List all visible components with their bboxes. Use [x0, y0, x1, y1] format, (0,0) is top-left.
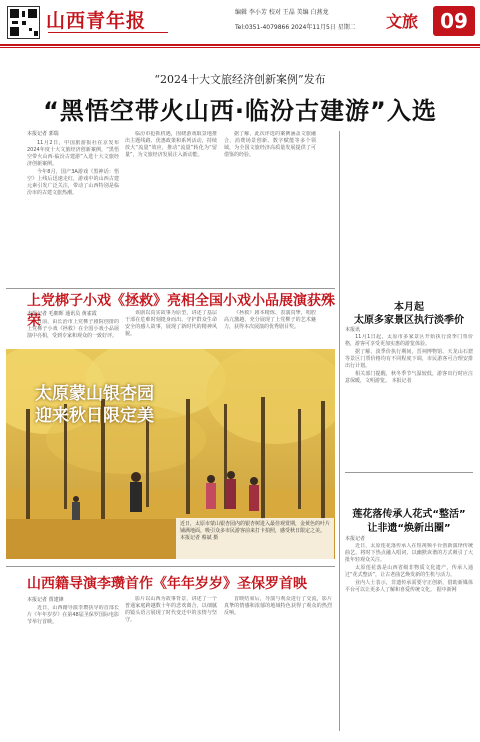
side-separator	[345, 472, 473, 473]
page-header	[0, 0, 480, 46]
photo-title-line-2: 迎来秋日限定美	[35, 406, 154, 426]
masthead-underline	[48, 32, 168, 33]
side1-headline-2: 太原多家景区执行淡季价	[354, 315, 464, 326]
lead-paragraph: 据了解，此次评选的案例涵盖文旅融合、消费场景创新、数字赋能等多个领域，为全国文旅经济高质量发展提供了可借鉴的经验。	[224, 131, 316, 158]
lead-kicker: “2024十大文旅经济创新案例”发布	[154, 73, 326, 86]
lead-byline: 本报记者 郭瑞	[27, 131, 59, 137]
story2-col-3	[224, 310, 316, 347]
side2-headline-1: 莲花落传承人花式“整活”	[352, 509, 466, 520]
masthead-logo: 山西青年报	[46, 10, 147, 32]
story3-byline: 本报记者 贾建锋	[27, 597, 64, 603]
side1-headline-1: 本月起	[394, 302, 424, 313]
side1-paragraph: 11月1日起，太原市多家景区开始执行淡季门票价格，游客可享受更加实惠的游览体验。	[345, 334, 473, 347]
lead-paragraph: 11月2日，中国旅游报社在京发布2024年度十大文旅经济创新案例，“黑悟空带火山西·临汾古建游”入选十大文旅经济创新案例。	[27, 140, 119, 167]
story3-paragraph: 近日，山西籍导演李瓒执导的首部长片《年年岁岁》在第48届圣保罗国际电影节举行首映。	[27, 605, 119, 625]
story2-headline: 上党梆子小戏《拯救》亮相全国小戏小品展演获殊荣	[27, 293, 335, 329]
side1-paragraph: 据了解，淡季价执行期间，晋祠博物馆、天龙山石窟等景区门票价格均有不同程度下调，市民游客可合理安排出行计划。	[345, 349, 473, 369]
story3-headline: 山西籍导演李瓒首作《年年岁岁》圣保罗首映	[27, 576, 307, 592]
issue-date: Tel:0351-4079866 2024年11月5日 星期二	[235, 24, 356, 31]
story2-paragraph: 该剧以真实故事为原型，讲述了基层干部在危难时刻挺身而出、守护群众生命安全的感人故事，展现了新时代的精神风貌。	[125, 310, 217, 337]
qr-code-icon	[7, 6, 40, 39]
lead-col-2	[125, 131, 217, 282]
lead-paragraph: 今年8月，国产3A游戏《黑神话：悟空》上线后迅速走红，游戏中的山西古建元素引发广泛关注，带动了山西特别是临汾市的古建文旅热潮。	[27, 169, 119, 196]
section-rule	[6, 288, 335, 289]
side2-paragraph: 近日，太原莲花落传承人在短视频平台创新演绎传统曲艺，将时下热点融入唱词，以幽默诙谐的方式吸引了大批年轻观众关注。	[345, 543, 473, 563]
lead-col-1	[27, 140, 119, 282]
lead-headline: “黑悟空带火山西·临汾古建游”入选	[43, 97, 437, 125]
side1-body	[345, 334, 473, 468]
story2-col-2	[125, 310, 217, 347]
story3-paragraph: 影片以山西为故事背景，讲述了一个普通家庭跨越数十年的悲欢离合，以细腻的镜头语言展现了时代变迁中的亲情与坚守。	[125, 596, 217, 623]
side2-body	[345, 543, 473, 733]
story2-byline: 本报记者 毛朝晖 通讯员 黄雀霞	[27, 311, 97, 317]
header-rule	[0, 44, 480, 46]
editor-credits: 编辑 李小芳 校对 王晶 美编 白燕龙	[235, 9, 329, 16]
side2-paragraph: 太原莲花落是山西省级非物质文化遗产，传承人通过“花式整活”，让古老曲艺焕发新的生机与活力。	[345, 565, 473, 578]
side2-paragraph: 业内人士表示，非遗传承需要守正创新，借助新媒体平台可以让更多人了解和喜爱传统文化。 据中新网	[345, 580, 473, 593]
column-divider	[339, 131, 340, 731]
side2-headline-2: 让非遗“焕新出圈”	[367, 523, 451, 534]
story2-paragraph: 日前，由长治市上党梆子剧院创排的上党梆子小戏《拯救》在全国小戏小品展演中亮相，受到专家和观众的一致好评。	[27, 319, 119, 339]
lead-col-3	[224, 131, 316, 282]
photo-title-line-1: 太原蒙山银杏园	[35, 384, 154, 404]
story2-paragraph: 《拯救》剧本精炼、表演真挚，唱腔高亢激越，充分展现了上党梆子的艺术魅力，获得本次展演的优秀剧目奖。	[224, 310, 316, 330]
story3-paragraph: 首映结束后，导演与观众进行了交流，影片真挚的情感和浓郁的地域特色获得了观众的热烈反响。	[224, 596, 332, 616]
story3-col-1	[27, 605, 119, 733]
page-number: 09	[433, 6, 475, 36]
side1-paragraph: 相关部门提醒，秋冬季节气温较低，游客出行时应注意保暖，文明游览。 本报记者	[345, 371, 473, 384]
header-rule-thin	[0, 47, 480, 48]
side1-byline: 本报讯	[345, 327, 361, 333]
story2-col-1	[27, 319, 119, 347]
photo-caption: 近日，太原市蒙山银杏园内的银杏树进入最佳观赏期，金黄色的叶片铺满地面，吸引众多市民游客前来打卡拍照，感受秋日限定之美。 本报记者 蔡斌 摄	[176, 518, 334, 560]
lead-paragraph: 临汾市抢抓机遇，围绕游戏取景地推出主题线路、优惠政策和系列活动，持续放大“流量”效应，推动“流量”转化为“留量”，为文旅经济发展注入新动能。	[125, 131, 217, 158]
story3-col-3	[224, 596, 332, 733]
section-label: 文旅	[386, 12, 419, 31]
side2-byline: 本报记者	[345, 536, 366, 542]
section-rule	[6, 566, 335, 567]
story3-col-2	[125, 596, 217, 733]
photo-title	[35, 383, 154, 427]
